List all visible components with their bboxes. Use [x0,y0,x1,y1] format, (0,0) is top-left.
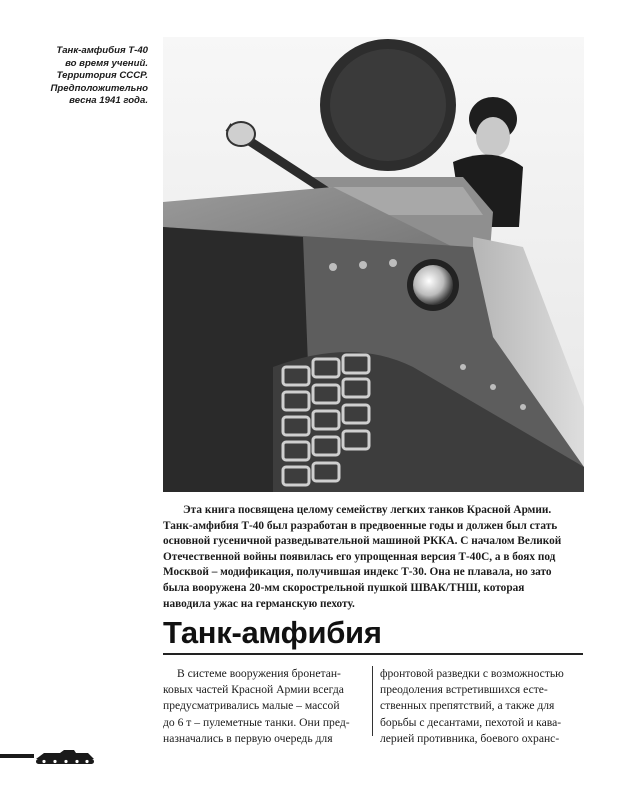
body-line: лерией противника, боевого охранс- [380,731,560,745]
intro-line: Эта книга посвящена целому семейству легких танков Красной Армии. [183,504,552,516]
body-line: преодоления встретившихся есте- [380,683,548,697]
body-line: до 6 т – пулеметные танки. Они пред- [163,715,350,729]
intro-line: Отечественной войны появилась его упрощенная версия Т-40С, а в боях под [163,550,556,563]
body-line: ковых частей Красной Армии всегда [163,683,344,697]
tank-illustration [163,37,584,492]
caption-line: Предположительно [50,82,148,94]
section-heading: Танк-амфибия [163,615,382,650]
body-line: В системе вооружения бронетан- [177,667,341,680]
heading-rule [163,653,583,655]
body-line: назначались в первую очередь для [163,731,333,745]
intro-line: Москвой – модификация, получившая индекс Т-30. Она не плавала, но зато [163,566,552,579]
body-column-right [380,666,580,747]
body-line: борьбы с десантами, пехотой и кава- [380,715,562,729]
intro-line: основной гусеничной разведывательной машиной РККА. С началом Великой [163,535,562,548]
intro-line: наводила ужас на германскую пехоту. [163,597,355,610]
intro-line: Танк-амфибия Т-40 был разработан в предвоенные годы и должен был стать [163,519,558,532]
body-column-left [163,666,363,747]
intro-line: была вооружена 20-мм скорострельной пушкой ШВАК/ТНШ, которая [163,581,525,594]
body-line: фронтовой разведки с возможностью [380,667,564,680]
caption-line: Танк-амфибия Т-40 [56,45,148,56]
caption-line: во время учений. [65,57,148,69]
photo-caption [8,45,148,108]
tank-silhouette-icon [0,748,110,764]
body-line: ственных препятствий, а также для [380,699,555,713]
body-line: предусматривались малые – массой [163,699,340,713]
caption-line: Территория СССР. [56,70,148,81]
headlight [413,265,453,305]
caption-line: весна 1941 года. [69,95,148,106]
column-divider [372,666,373,736]
crewman-face [476,117,510,157]
intro-paragraph [163,503,583,612]
tank-photo [163,37,584,492]
page-folio-ornament [0,748,110,764]
